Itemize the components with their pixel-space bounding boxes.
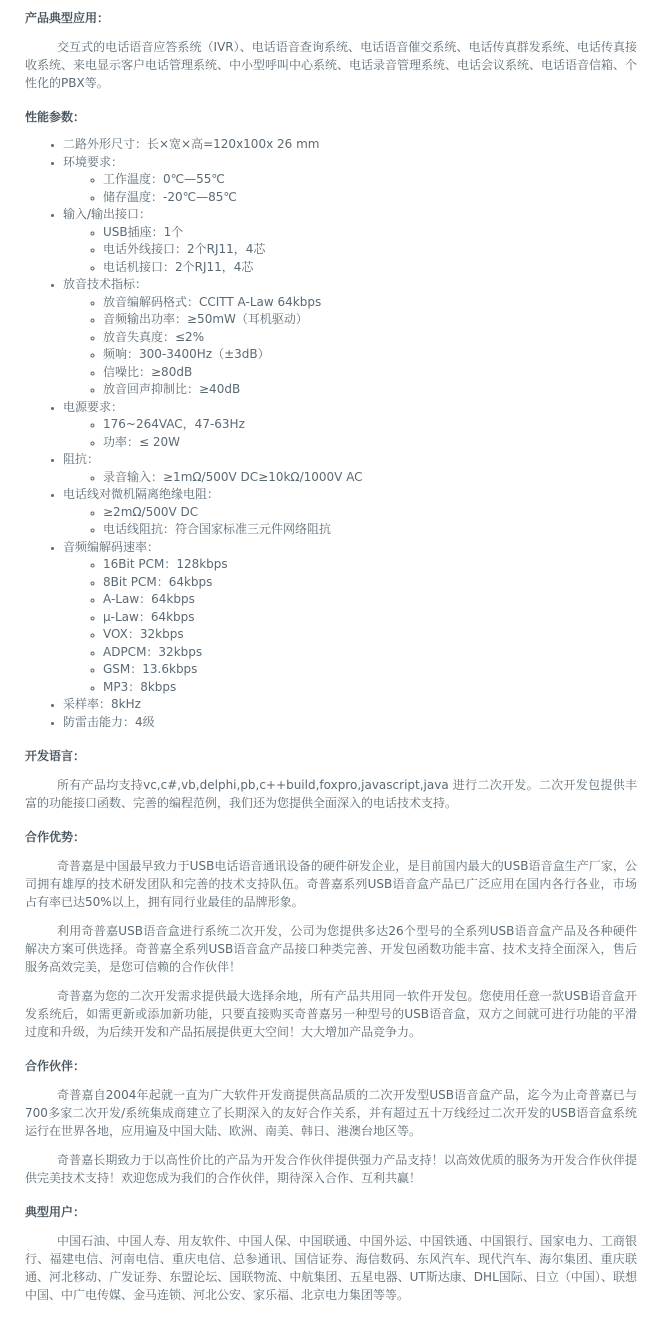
section-development-languages (25, 747, 637, 812)
spec-subitem (103, 644, 637, 662)
spec-item-text: 工作温度：0℃—55℃ (103, 172, 225, 186)
paragraph: 奇普嘉是中国最早致力于USB电话语音通讯设备的硬件研发企业，是目前国内最大的USB语音盒生产厂家，公司拥有雄厚的技术研发团队和完善的技术支持队伍。奇普嘉系列USB语音盒产品已广泛应用在国内各行各业，市场占有率已达50%以上，拥有同行业最佳的品牌形象。 (25, 859, 637, 909)
spec-sublist (63, 294, 637, 399)
section-body (25, 776, 637, 812)
spec-sublist (63, 469, 637, 487)
spec-item (63, 539, 637, 697)
spec-subitem (103, 346, 637, 364)
spec-item-text: 环境要求： (63, 154, 124, 169)
spec-item (63, 154, 637, 207)
section-heading-cooperation-partners: 合作伙伴： (25, 1059, 86, 1073)
section-cooperation-advantages (25, 828, 637, 1041)
section-heading-performance-parameters: 性能参数： (25, 110, 86, 124)
spec-item (63, 276, 637, 399)
spec-item-text: 电源要求： (63, 399, 124, 414)
spec-item-text: 电话机接口：2个RJ11，4芯 (103, 259, 254, 274)
spec-subitem (103, 591, 637, 609)
content-sections (25, 9, 637, 1304)
section-heading-typical-users: 典型用户： (25, 1205, 86, 1219)
spec-sublist (63, 504, 637, 539)
spec-subitem (103, 364, 637, 382)
spec-item-text: 频响：300-3400Hz（±3dB） (103, 347, 270, 361)
paragraph: 奇普嘉长期致力于以高性价比的产品为开发合作伙伴提供强力产品支持！以高效优质的服务为开发合作伙伴提供完美技术支持！欢迎您成为我们的合作伙伴，期待深入合作、互利共赢！ (25, 1153, 637, 1185)
spec-subitem (103, 171, 637, 189)
spec-subitem (103, 521, 637, 539)
spec-item-text: 放音技术指标： (63, 277, 148, 291)
spec-item-text: 176~264VAC，47-63Hz (103, 417, 245, 431)
spec-item (63, 714, 637, 732)
spec-item-text: 录音输入：≥1mΩ/500V DC≥10kΩ/1000V AC (103, 469, 363, 484)
spec-item-text: USB插座：1个 (103, 224, 184, 239)
spec-item-text: A-Law：64kbps (103, 592, 195, 606)
spec-item-text: 电话线阻抗：符合国家标准三元件网络阻抗 (103, 522, 332, 536)
section-typical-applications (25, 9, 637, 92)
spec-item-text: 放音失真度：≤2% (103, 329, 205, 344)
spec-item (63, 136, 637, 154)
section-body (25, 1232, 637, 1304)
spec-item-text: 16Bit PCM：128kbps (103, 557, 228, 571)
spec-item-text: 采样率：8kHz (63, 697, 141, 711)
spec-sublist (63, 171, 637, 206)
spec-item-text: 放音回声抑制比：≥40dB (103, 382, 241, 396)
spec-subitem (103, 381, 637, 399)
section-heading-development-languages: 开发语言： (25, 749, 86, 763)
spec-item (63, 696, 637, 714)
spec-subitem (103, 679, 637, 697)
spec-item-text: 输入/输出接口： (63, 207, 152, 221)
spec-subitem (103, 241, 637, 259)
spec-subitem (103, 416, 637, 434)
spec-subitem (103, 574, 637, 592)
section-body (25, 857, 637, 1041)
section-heading-typical-applications: 产品典型应用： (25, 11, 110, 25)
spec-item-text: 信噪比：≥80dB (103, 364, 193, 379)
spec-subitem (103, 189, 637, 207)
spec-item-text: 电话线对微机隔离绝缘电阻： (63, 487, 220, 501)
spec-item-text: GSM：13.6kbps (103, 662, 198, 676)
spec-subitem (103, 609, 637, 627)
spec-item-text: 放音编解码格式：CCITT A-Law 64kbps (103, 294, 322, 309)
paragraph: 奇普嘉为您的二次开发需求提供最大选择余地，所有产品共用同一软件开发包。您使用任意一款USB语音盒开发系统后，如需更新或添加新功能，只要直接购买奇普嘉另一种型号的USB语音盒，双方之间就可进行功能的平滑过度和升级，为后续开发和产品拓展提供更大空间！大大增加产品竞争力。 (25, 989, 637, 1039)
spec-subitem (103, 434, 637, 452)
spec-item-text: μ-Law：64kbps (103, 609, 195, 624)
spec-subitem (103, 661, 637, 679)
section-typical-users (25, 1203, 637, 1304)
spec-subitem (103, 259, 637, 277)
spec-subitem (103, 224, 637, 242)
spec-item-text: ADPCM：32kbps (103, 644, 203, 659)
spec-item-text: 储存温度：-20℃—85℃ (103, 189, 237, 204)
paragraph: 奇普嘉自2004年起就一直为广大软件开发商提供高品质的二次开发型USB语音盒产品，迄今为止奇普嘉已与700多家二次开发/系统集成商建立了长期深入的友好合作关系，并有超过五十万线经过二次开发的USB语音盒系统运行在世界各地，应用遍及中国大陆、欧洲、南美、韩日、港澳台地区等。 (25, 1088, 637, 1138)
section-heading-cooperation-advantages: 合作优势： (25, 830, 86, 844)
spec-item-text: ≥2mΩ/500V DC (103, 504, 199, 519)
spec-sublist (63, 224, 637, 277)
paragraph: 交互式的电话语音应答系统（IVR）、电话语音查询系统、电话语音催交系统、电话传真群发系统、电话传真接收系统、来电显示客户电话管理系统、中小型呼叫中心系统、电话录音管理系统、电话会议系统、电话语音信箱、个性化的PBX等。 (25, 40, 638, 90)
spec-item-text: 功率：≤ 20W (103, 434, 181, 449)
spec-item-text: 8Bit PCM：64kbps (103, 574, 213, 589)
spec-item-text: 阻抗： (63, 452, 100, 466)
spec-item (63, 399, 637, 452)
spec-item-text: VOX：32kbps (103, 627, 184, 641)
spec-item-text: 音频输出功率：≥50mW（耳机驱动） (103, 312, 308, 326)
section-performance-parameters (25, 108, 637, 731)
spec-item (63, 206, 637, 276)
spec-item (63, 486, 637, 539)
spec-subitem (103, 469, 637, 487)
spec-list (25, 136, 637, 731)
spec-item-text: MP3：8kbps (103, 679, 177, 694)
spec-item (63, 451, 637, 486)
spec-subitem (103, 504, 637, 522)
spec-subitem (103, 329, 637, 347)
section-body (25, 136, 637, 731)
spec-subitem (103, 626, 637, 644)
spec-item-text: 防雷击能力：4级 (63, 714, 155, 729)
section-body (25, 38, 637, 92)
paragraph: 所有产品均支持vc,c#,vb,delphi,pb,c++build,foxpro,javascript,java 进行二次开发。二次开发包提供丰富的功能接口函数、完善的编程范例，我们还为您提供全面深入的电话技术支持。 (25, 778, 637, 810)
spec-item-text: 电话外线接口：2个RJ11，4芯 (103, 242, 266, 256)
spec-subitem (103, 556, 637, 574)
spec-sublist (63, 556, 637, 696)
spec-subitem (103, 311, 637, 329)
paragraph: 利用奇普嘉USB语音盒进行系统二次开发，公司为您提供多达26个型号的全系列USB语音盒产品及各种硬件解决方案可供选择。奇普嘉全系列USB语音盒产品接口种类完善、开发包函数功能丰富、技术支持全面深入，售后服务高效完美，是您可信赖的合作伙伴！ (25, 924, 637, 974)
spec-item-text: 二路外形尺寸：长×宽×高=120x100x 26 mm (63, 137, 320, 151)
paragraph: 中国石油、中国人寿、用友软件、中国人保、中国联通、中国外运、中国铁通、中国银行、国家电力、工商银行、福建电信、河南电信、重庆电信、总参通讯、国信证券、海信数码、东风汽车、现代汽车、海尔集团、重庆联通、河北移动、广发证券、东盟论坛、国联物流、中航集团、五星电器、UT斯达康、DHL国际、日立（中国）、联想中国、中广电传媒、金马连锁、河北公安、家乐福、北京电力集团等等。 (25, 1234, 637, 1302)
section-body (25, 1086, 637, 1187)
section-cooperation-partners (25, 1057, 637, 1187)
spec-item-text: 音频编解码速率： (63, 539, 160, 554)
spec-sublist (63, 416, 637, 451)
spec-subitem (103, 294, 637, 312)
